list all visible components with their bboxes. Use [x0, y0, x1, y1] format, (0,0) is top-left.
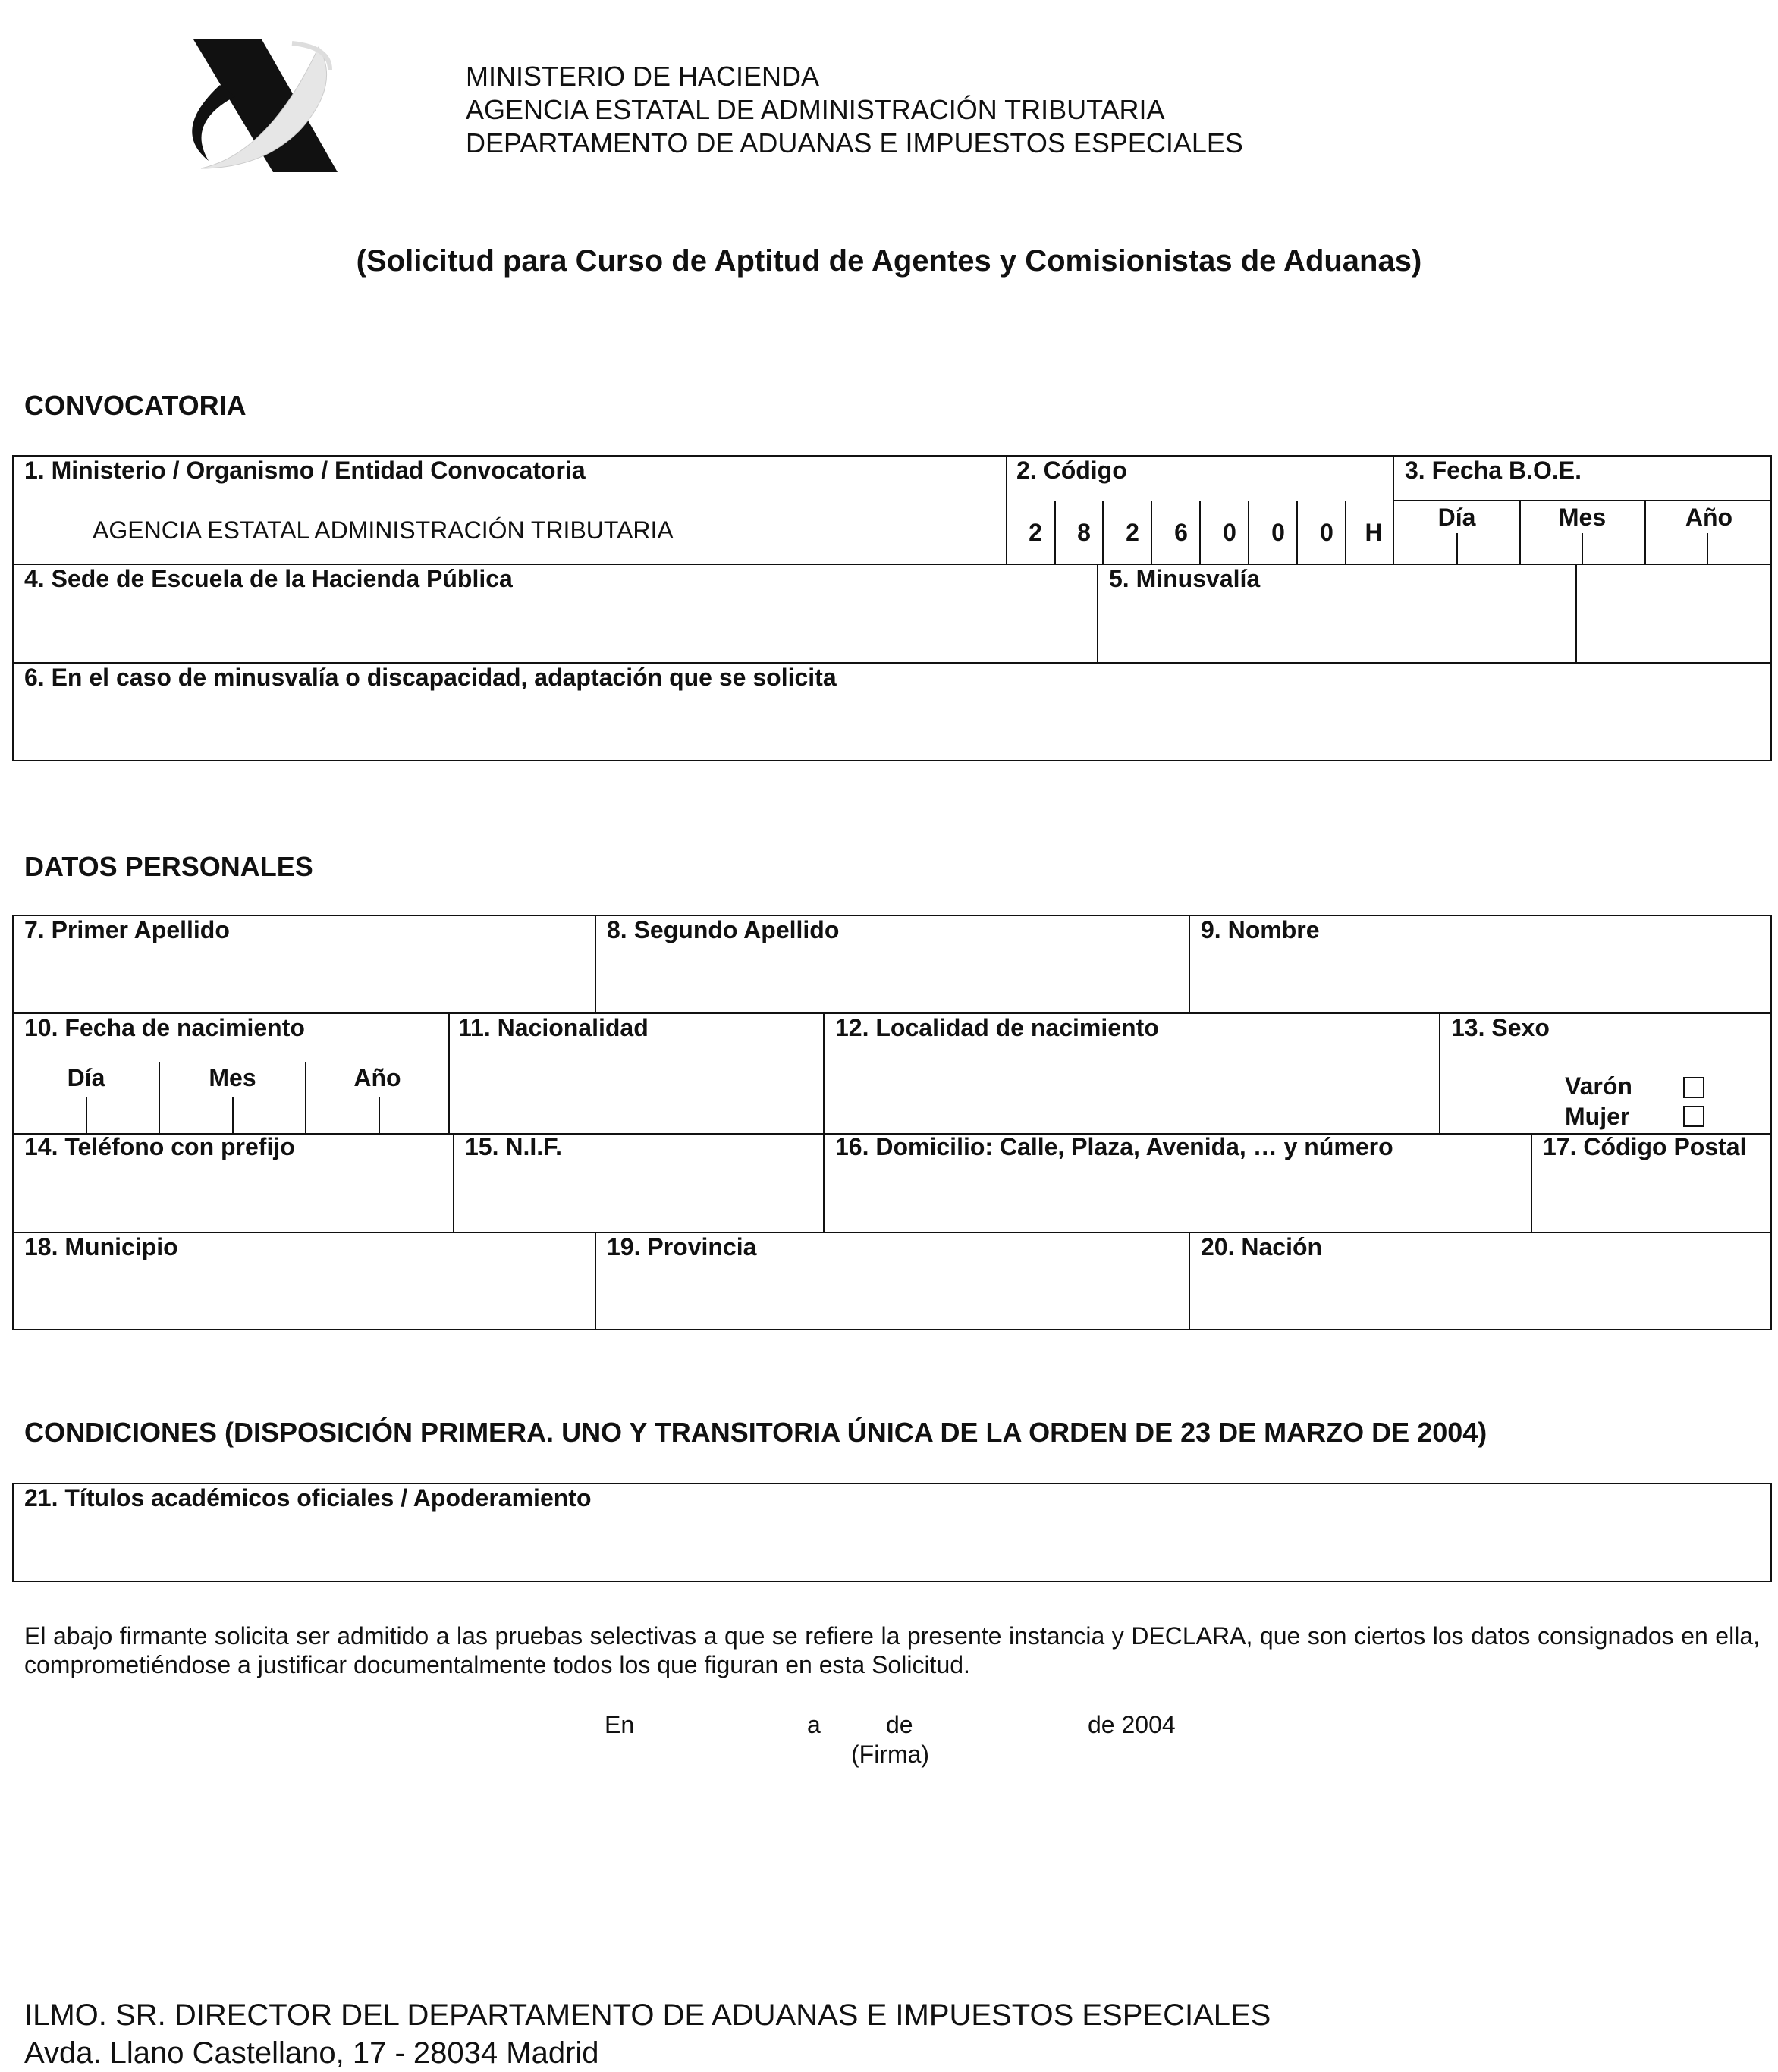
- field-6-label: 6. En el caso de minusvalía o discapacidad, adaptación que se solicita: [24, 664, 837, 691]
- field-17-label: 17. Código Postal: [1543, 1133, 1747, 1160]
- field-9-label: 9. Nombre: [1201, 916, 1320, 943]
- divider: [379, 1097, 380, 1133]
- codigo-digit: 0: [1271, 519, 1285, 546]
- field-2-label: 2. Código: [1016, 457, 1127, 484]
- field-8-label: 8. Segundo Apellido: [607, 916, 840, 943]
- field-21-label: 21. Títulos académicos oficiales / Apoderamiento: [24, 1484, 592, 1512]
- declaration-text: El abajo firmante solicita ser admitido a las pruebas selectivas a que se refiere la presente instancia y DECLARA, que son ciertos los datos consignados en ella, comprometiéndose a justificar documentalmente todos los que figuran en esta Solicitud.: [24, 1622, 1760, 1678]
- codigo-digit: H: [1365, 519, 1383, 546]
- sexo-mujer-label: Mujer: [1565, 1103, 1630, 1130]
- nacimiento-mes-label: Mes: [209, 1064, 256, 1091]
- divider: [823, 1012, 825, 1134]
- boe-dia-label: Día: [1437, 504, 1476, 531]
- field-1-label: 1. Ministerio / Organismo / Entidad Convocatoria: [24, 457, 586, 484]
- boe-mes-label: Mes: [1558, 504, 1607, 531]
- sexo-mujer-checkbox[interactable]: [1683, 1106, 1704, 1127]
- codigo-digit: 0: [1223, 519, 1236, 546]
- field-7-label: 7. Primer Apellido: [24, 916, 230, 943]
- divider: [1456, 533, 1458, 564]
- field-18-label: 18. Municipio: [24, 1233, 178, 1260]
- divider: [595, 1232, 596, 1330]
- field-4-label: 4. Sede de Escuela de la Hacienda Pública: [24, 565, 513, 592]
- form-title: (Solicitud para Curso de Aptitud de Agentes y Comisionistas de Aduanas): [356, 244, 1422, 278]
- firma-de: de: [886, 1711, 913, 1738]
- firma-en: En: [605, 1711, 635, 1738]
- divider: [1575, 564, 1577, 663]
- footer-addressee: [24, 1996, 1271, 2072]
- agency-logo: [178, 39, 345, 176]
- firma-de-2004: de 2004: [1088, 1711, 1176, 1738]
- field-20-label: 20. Nación: [1201, 1233, 1323, 1260]
- divider: [232, 1097, 234, 1133]
- field-1-value: AGENCIA ESTATAL ADMINISTRACIÓN TRIBUTARIA: [93, 516, 674, 544]
- field-14-label: 14. Teléfono con prefijo: [24, 1133, 295, 1160]
- divider: [453, 1133, 454, 1232]
- divider: [823, 1133, 825, 1232]
- field-5-label: 5. Minusvalía: [1109, 565, 1261, 592]
- codigo-digit: 8: [1077, 519, 1091, 546]
- field-16-label: 16. Domicilio: Calle, Plaza, Avenida, … y número: [835, 1133, 1393, 1160]
- header-ministry: MINISTERIO DE HACIENDA: [466, 61, 820, 92]
- divider: [1582, 533, 1583, 564]
- divider: [1189, 915, 1190, 1013]
- divider: [1531, 1133, 1532, 1232]
- field-12-label: 12. Localidad de nacimiento: [835, 1014, 1159, 1041]
- footer-line-1: ILMO. SR. DIRECTOR DEL DEPARTAMENTO DE ADUANAS E IMPUESTOS ESPECIALES: [24, 1998, 1271, 2032]
- divider: [1439, 1012, 1440, 1134]
- nacimiento-dia-label: Día: [67, 1064, 105, 1091]
- field-11-label: 11. Nacionalidad: [458, 1014, 649, 1041]
- field-19-label: 19. Provincia: [607, 1233, 757, 1260]
- sexo-varon-checkbox[interactable]: [1683, 1077, 1704, 1098]
- sexo-varon-label: Varón: [1565, 1072, 1632, 1100]
- field-15-label: 15. N.I.F.: [465, 1133, 563, 1160]
- codigo-digit: 6: [1174, 519, 1188, 546]
- divider: [595, 915, 596, 1013]
- divider: [1097, 564, 1098, 663]
- codigo-digit: 2: [1029, 519, 1042, 546]
- section-datos-personales-heading: DATOS PERSONALES: [24, 851, 313, 882]
- field-13-label: 13. Sexo: [1451, 1014, 1550, 1041]
- datos-personales-table: [12, 915, 1772, 1330]
- header: [466, 60, 1243, 160]
- divider: [1393, 500, 1772, 501]
- boe-ano-label: Año: [1685, 504, 1733, 531]
- divider: [12, 1232, 1772, 1233]
- nacimiento-ano-label: Año: [353, 1064, 401, 1091]
- field-3-label: 3. Fecha B.O.E.: [1405, 457, 1582, 484]
- codigo-digit: 0: [1320, 519, 1334, 546]
- divider: [1189, 1232, 1190, 1330]
- header-department: DEPARTAMENTO DE ADUANAS E IMPUESTOS ESPECIALES: [466, 127, 1243, 159]
- footer-line-2: Avda. Llano Castellano, 17 - 28034 Madrid: [24, 2036, 599, 2070]
- header-agency: AGENCIA ESTATAL DE ADMINISTRACIÓN TRIBUTARIA: [466, 94, 1165, 125]
- firma-label: (Firma): [851, 1741, 930, 1768]
- divider: [86, 1097, 87, 1133]
- section-condiciones-heading: CONDICIONES (DISPOSICIÓN PRIMERA. UNO Y TRANSITORIA ÚNICA DE LA ORDEN DE 23 DE MARZO DE 2004): [24, 1417, 1487, 1448]
- divider: [1006, 455, 1007, 564]
- codigo-digit: 2: [1126, 519, 1139, 546]
- firma-a: a: [807, 1711, 821, 1738]
- divider: [448, 1012, 450, 1134]
- divider: [1707, 533, 1708, 564]
- field-10-label: 10. Fecha de nacimiento: [24, 1014, 305, 1041]
- section-convocatoria-heading: CONVOCATORIA: [24, 390, 247, 421]
